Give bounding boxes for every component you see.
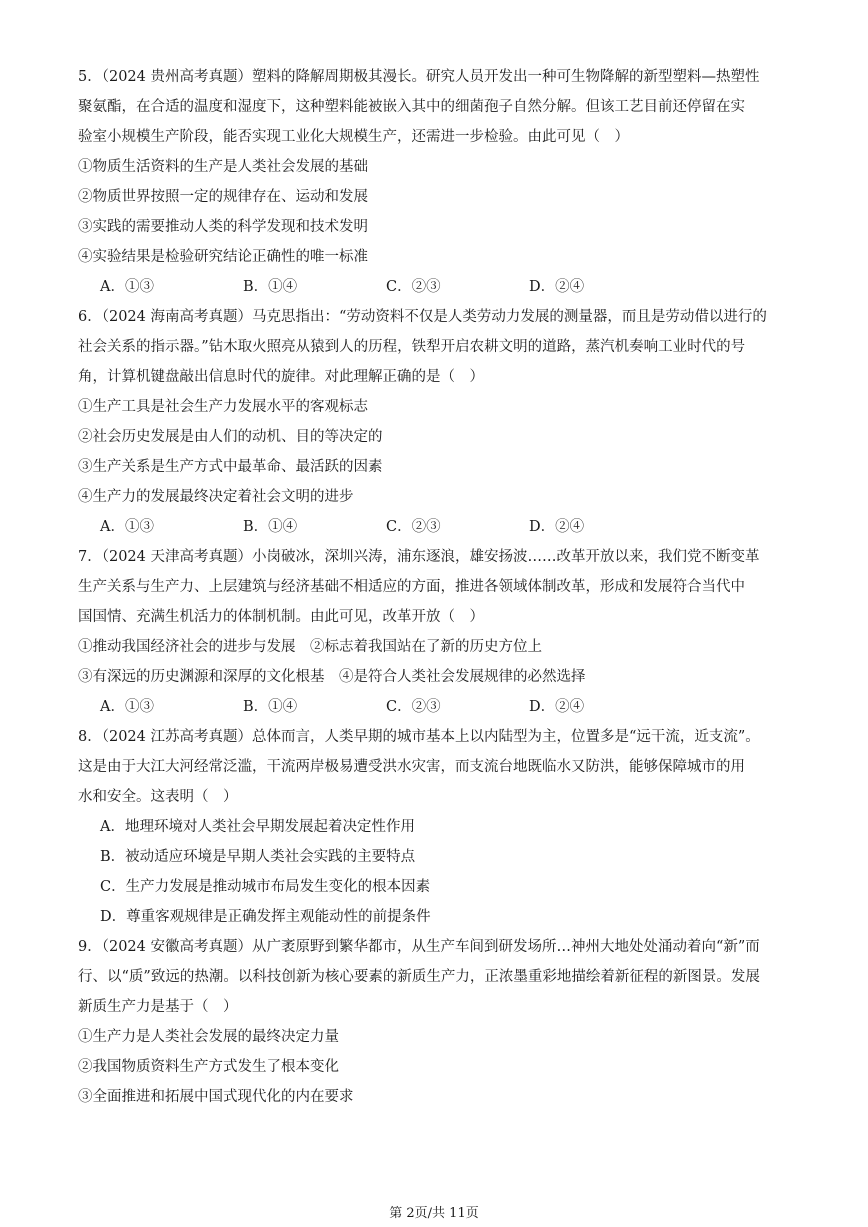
question-5-statement-3: ③实践的需要推动人类的科学发现和技术发明	[78, 219, 368, 235]
question-8-choice-d: D．尊重客观规律是正确发挥主观能动性的前提条件	[100, 909, 431, 925]
question-5-statement-2: ②物质世界按照一定的规律存在、运动和发展	[78, 189, 368, 205]
question-5-option-b: B．①④	[243, 279, 298, 295]
question-7-stem-line-2: 生产关系与生产力、上层建筑与经济基础不相适应的方面，推进各领域体制改革，形成和发展符合当代中	[78, 579, 745, 595]
question-9-statement-1: ①生产力是人类社会发展的最终决定力量	[78, 1029, 339, 1045]
question-6-stem-line-1: 6．（2024 海南高考真题）马克思指出：“劳动资料不仅是人类劳动力发展的测量器，而且是劳动借以进行的	[78, 309, 767, 325]
question-7-options	[78, 692, 794, 722]
question-8-choice-b: B．被动适应环境是早期人类社会实践的主要特点	[100, 849, 416, 865]
question-8-stem-line-2: 这是由于大江大河经常泛滥，干流两岸极易遭受洪水灾害，而支流台地既临水又防洪，能够保障城市的用	[78, 759, 745, 775]
question-5-option-a: A．①③	[100, 279, 154, 295]
question-5-stem-line-2: 聚氨酯，在合适的温度和湿度下，这种塑料能被嵌入其中的细菌孢子自然分解。但该工艺目前还停留在实	[78, 99, 745, 115]
question-6-options	[78, 512, 794, 542]
question-5-stem-line-1: 5．（2024 贵州高考真题）塑料的降解周期极其漫长。研究人员开发出一种可生物降解的新型塑料—热塑性	[78, 69, 760, 85]
question-9-stem-line-2: 行、以“质”致远的热潮。以科技创新为核心要素的新质生产力，正浓墨重彩地描绘着新征程的新图景。发展	[78, 969, 760, 985]
page-footer: 第 2页/共 11页	[389, 1206, 479, 1221]
question-9-stem-line-3: 新质生产力是基于（ ）	[78, 999, 238, 1015]
question-7-statements-line-2: ③有深远的历史渊源和深厚的文化根基 ④是符合人类社会发展规律的必然选择	[78, 669, 586, 685]
question-5-statement-4: ④实验结果是检验研究结论正确性的唯一标准	[78, 249, 368, 265]
question-6-statement-4: ④生产力的发展最终决定着社会文明的进步	[78, 489, 354, 505]
question-7-option-b: B．①④	[243, 699, 298, 715]
question-7-option-d: D．②④	[529, 699, 585, 715]
question-8-choice-a: A．地理环境对人类社会早期发展起着决定性作用	[100, 819, 415, 835]
question-7-stem-line-1: 7．（2024 天津高考真题）小岗破冰，深圳兴涛，浦东逐浪，雄安扬波……改革开放以来，我们党不断变革	[78, 549, 760, 565]
question-6-option-a: A．①③	[100, 519, 154, 535]
question-8-stem-line-1: 8．（2024 江苏高考真题）总体而言，人类早期的城市基本上以内陆型为主，位置多是“远干流，近支流”。	[78, 729, 760, 745]
question-5-statement-1: ①物质生活资料的生产是人类社会发展的基础	[78, 159, 368, 175]
document-page	[78, 62, 794, 1112]
question-6	[78, 302, 794, 542]
question-8-choice-c: C．生产力发展是推动城市布局发生变化的根本因素	[100, 879, 431, 895]
question-7	[78, 542, 794, 722]
question-5-stem-line-3: 验室小规模生产阶段，能否实现工业化大规模生产，还需进一步检验。由此可见（ ）	[78, 129, 629, 145]
question-7-statements-line-1: ①推动我国经济社会的进步与发展 ②标志着我国站在了新的历史方位上	[78, 639, 542, 655]
question-8-stem-line-3: 水和安全。这表明（ ）	[78, 789, 238, 805]
question-9-stem-line-1: 9．（2024 安徽高考真题）从广袤原野到繁华都市，从生产车间到研发场所…神州大地处处涌动着向“新”而	[78, 939, 760, 955]
question-6-statement-3: ③生产关系是生产方式中最革命、最活跃的因素	[78, 459, 383, 475]
question-6-stem-line-3: 角，计算机键盘敲出信息时代的旋律。对此理解正确的是（ ）	[78, 369, 484, 385]
question-6-stem-line-2: 社会关系的指示器。”钻木取火照亮从猿到人的历程，铁犁开启农耕文明的道路，蒸汽机奏响工业时代的号	[78, 339, 746, 355]
question-6-statement-2: ②社会历史发展是由人们的动机、目的等决定的	[78, 429, 383, 445]
question-9-statement-3: ③全面推进和拓展中国式现代化的内在要求	[78, 1089, 354, 1105]
question-6-statement-1: ①生产工具是社会生产力发展水平的客观标志	[78, 399, 368, 415]
question-9-statement-2: ②我国物质资料生产方式发生了根本变化	[78, 1059, 339, 1075]
question-6-option-c: C．②③	[386, 519, 441, 535]
question-6-option-b: B．①④	[243, 519, 298, 535]
question-7-option-a: A．①③	[100, 699, 154, 715]
question-6-option-d: D．②④	[529, 519, 585, 535]
question-7-stem-line-3: 国国情、充满生机活力的体制机制。由此可见，改革开放（ ）	[78, 609, 484, 625]
question-5	[78, 62, 794, 302]
question-8	[78, 722, 794, 932]
question-5-option-c: C．②③	[386, 279, 441, 295]
question-5-options	[78, 272, 794, 302]
question-9	[78, 932, 794, 1112]
question-5-option-d: D．②④	[529, 279, 585, 295]
question-7-option-c: C．②③	[386, 699, 441, 715]
